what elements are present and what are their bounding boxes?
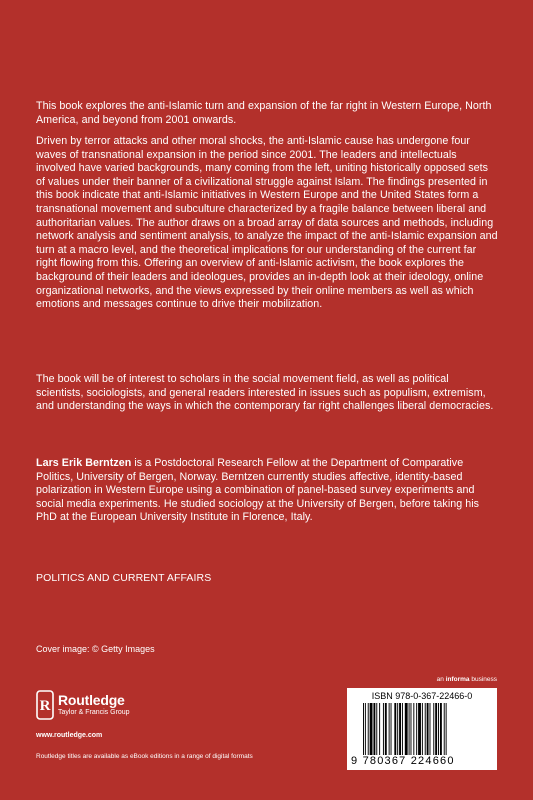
description-paragraph-3 [36,373,498,423]
publisher-group: Taylor & Francis Group [58,709,130,716]
author-name: Lars Erik Berntzen [36,457,132,469]
svg-text:R: R [39,698,51,714]
description-paragraph-1 [36,100,498,136]
publisher-website: www.routledge.com [36,732,103,739]
informa-brand: informa [445,676,470,683]
informa-business-tag [437,676,497,683]
ebook-note: Routledge titles are available as eBook editions in a range of digital formats [36,753,253,760]
author-bio [36,457,498,534]
informa-suffix: business [469,676,497,683]
routledge-logo [36,690,176,730]
paragraph-text: Driven by terror attacks and other moral shocks, the anti-Islamic cause has undergone four waves of transnational expansion in the period since 2001. The leaders and intellectuals involved have varied backgrounds, many coming from the left, uniting historically opposed sets of values under their banner of a civilizational struggle against Islam. The findings presented in this book indicate that anti-Islamic initiatives in Western Europe and the United States form a transnational movement and subculture characterized by a fragile balance between liberal and authoritarian values. The author draws on a broad array of data sources and methods, including network analysis and sentiment analysis, to analyze the impact of the anti-Islamic expansion and turn at a macro level, and the theoretical implications for our understanding of the current far right flowing from this. Offering an overview of anti-Islamic activism, the book explores the background of their leaders and ideologues, provides an in-depth look at their ideology, online organizational networks, and the views expressed by their online members as well as which emotions and messages continue to drive their mobilization. [36,135,498,311]
isbn-number: ISBN 978-0-367-22466-0 [371,691,473,701]
cover-image-credit: Cover image: © Getty Images [36,644,155,654]
informa-prefix: an [436,676,446,683]
isbn-barcode [347,688,497,770]
description-paragraph-2 [36,135,498,321]
routledge-logo-icon [36,690,54,720]
barcode-icon [361,703,485,755]
paragraph-text: The book will be of interest to scholars in the social movement field, as well as political scientists, sociologists, and general readers interested in issues such as populism, extremism, and understanding the ways in which the contemporary far right challenges liberal democracies. [36,373,494,413]
subject-category: POLITICS AND CURRENT AFFAIRS [36,572,212,584]
author-bio-text: is a Postdoctoral Research Fellow at the Department of Comparative Politics, University of Bergen, Norway. Berntzen currently studies affective, identity-based polarization in Western Europe using a combination of panel-based survey experiments and social media experiments. He studied sociology at the University of Bergen, before taking his PhD at the European University Institute in Florence, Italy. [36,457,480,524]
paragraph-text: This book explores the anti-Islamic turn and expansion of the far right in Western Europe, North America, and beyond from 2001 onwards. [36,100,492,126]
barcode-digits: 9 780367 224660 [351,755,455,767]
publisher-name: Routledge [58,692,125,708]
